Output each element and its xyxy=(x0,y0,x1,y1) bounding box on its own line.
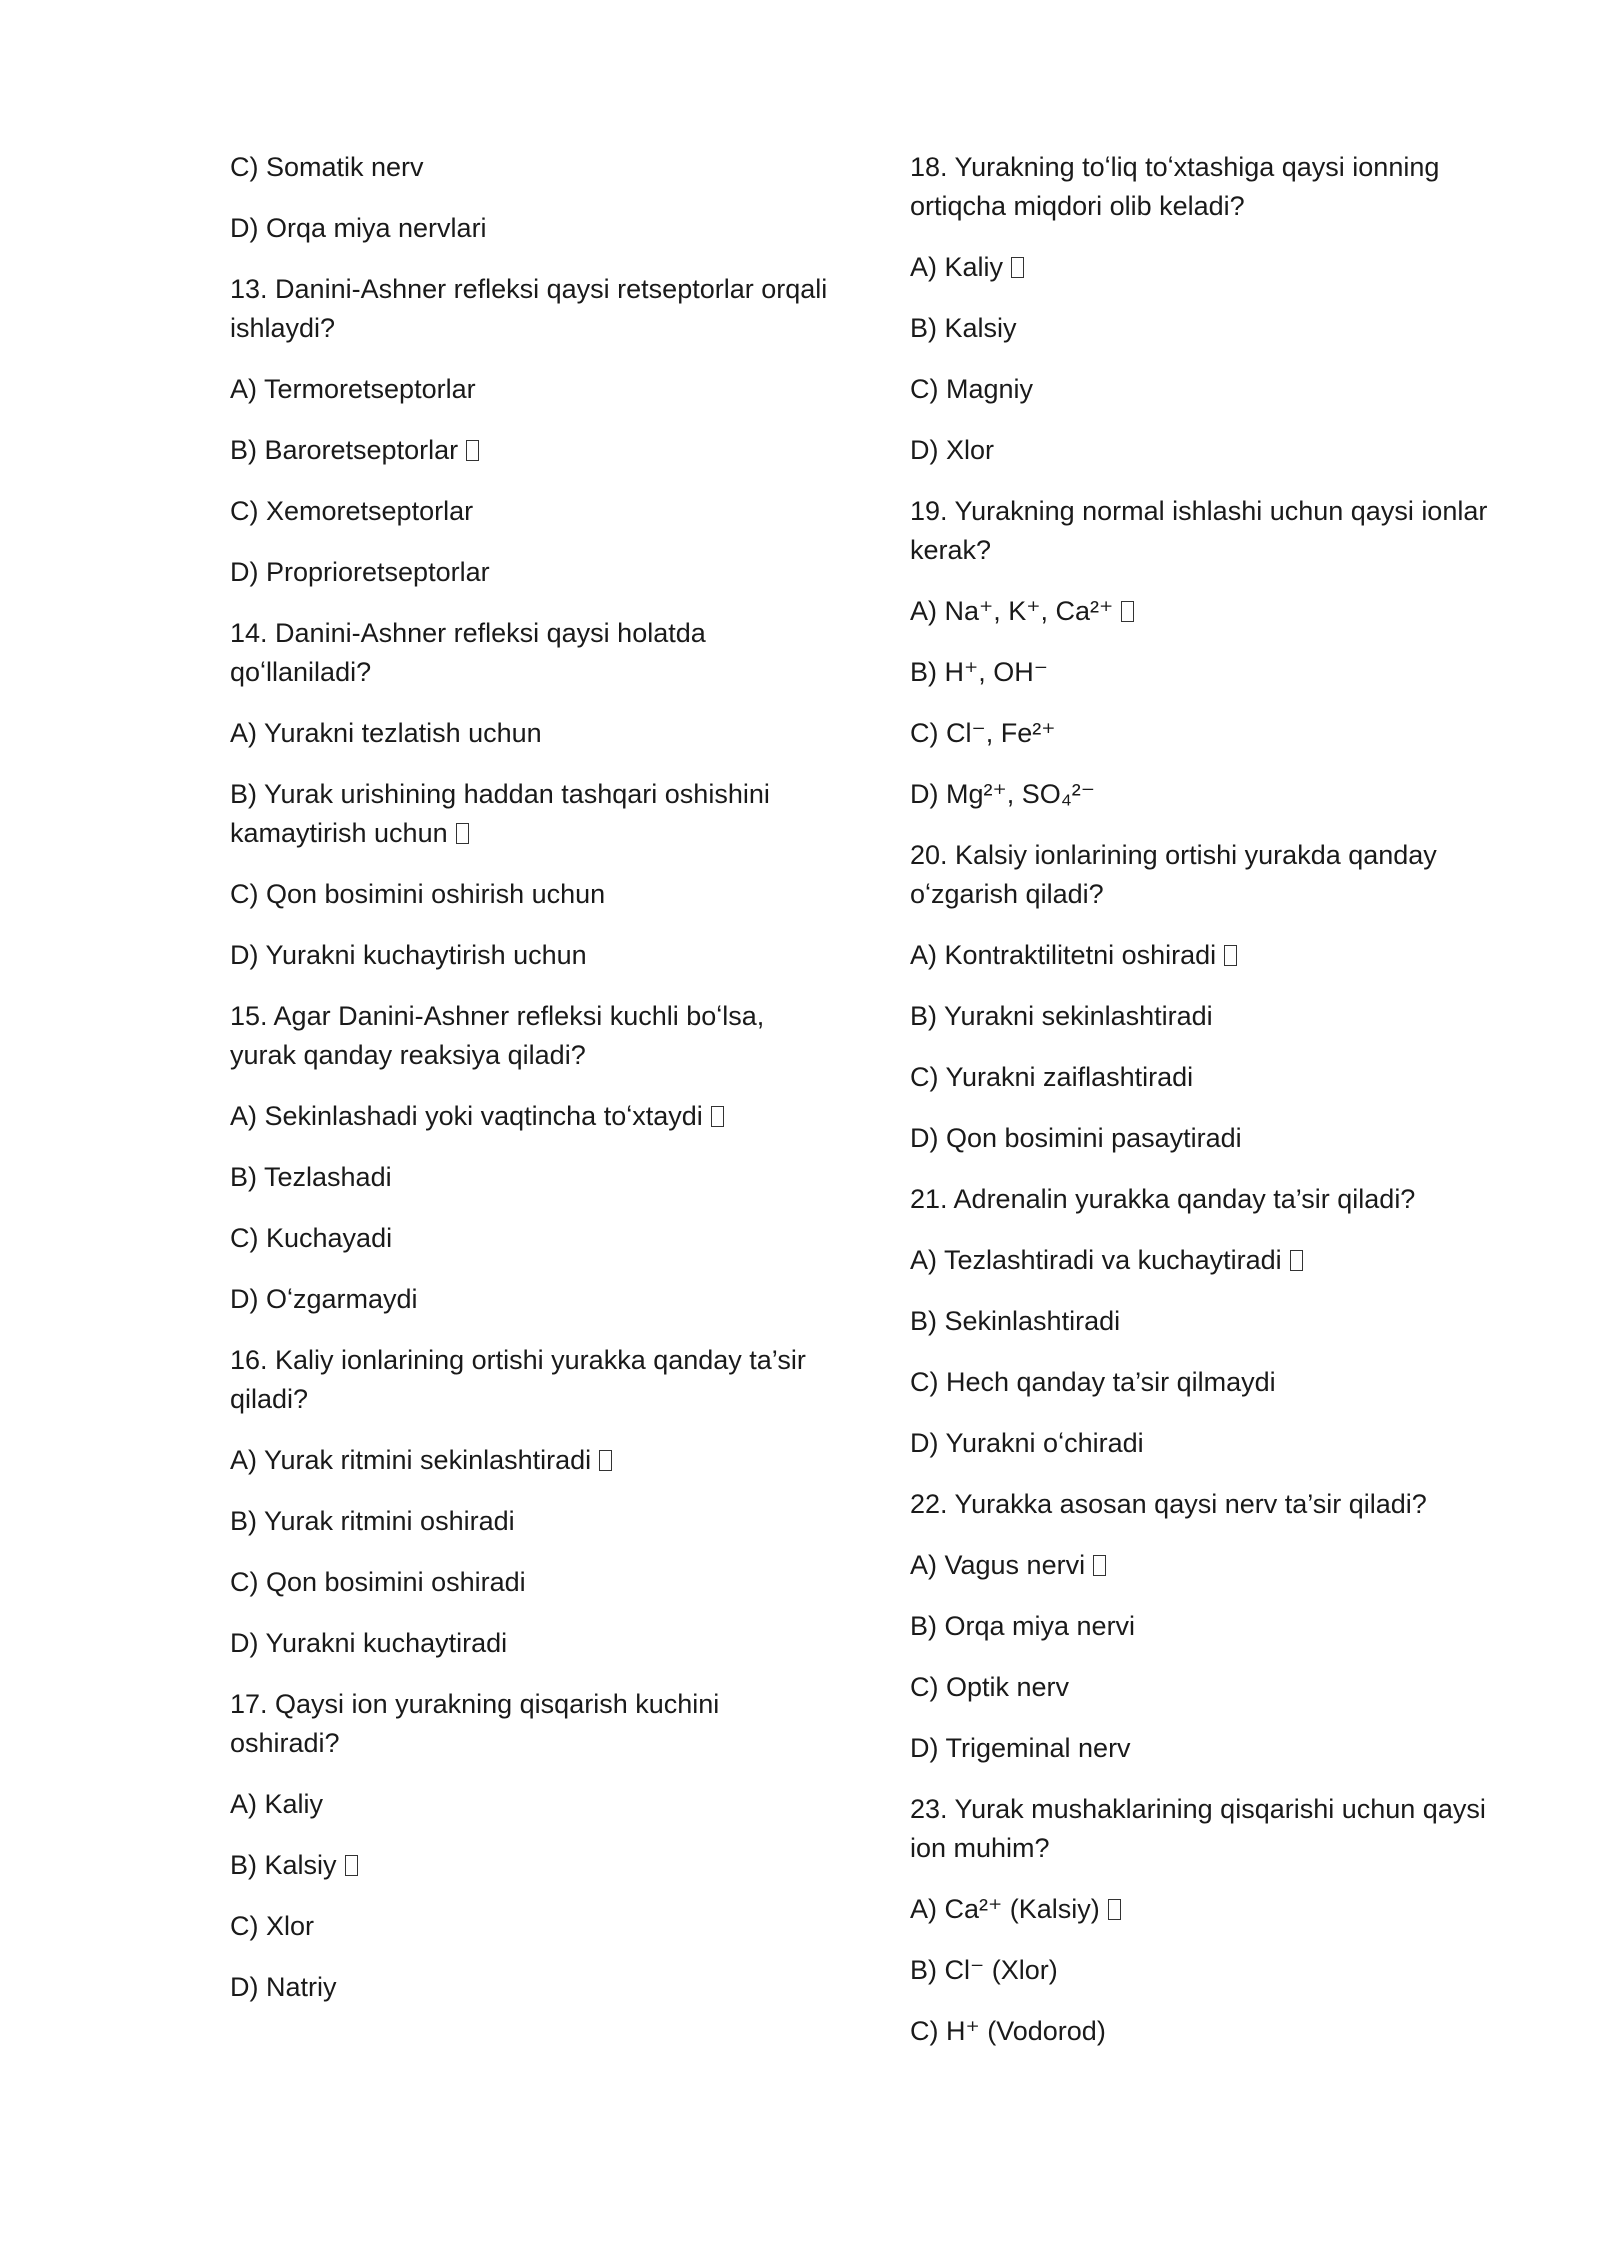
answer-option xyxy=(910,1546,1510,1585)
correct-answer-box-icon xyxy=(1224,945,1237,966)
option-label: D) Qon bosimini pasaytiradi xyxy=(910,1123,1242,1153)
answer-option xyxy=(230,1219,830,1258)
answer-option xyxy=(910,1668,1510,1707)
question-label: 22. Yurakka asosan qaysi nerv ta’sir qiladi? xyxy=(910,1489,1427,1519)
option-label: A) Termoretseptorlar xyxy=(230,374,476,404)
option-label: B) Yurak ritmini oshiradi xyxy=(230,1506,515,1536)
option-label: A) Kaliy xyxy=(910,252,1004,282)
answer-option xyxy=(230,1968,830,2007)
question-text xyxy=(910,1180,1510,1219)
answer-option xyxy=(230,1158,830,1197)
question-label: 20. Kalsiy ionlarining ortishi yurakda qanday oʻzgarish qiladi? xyxy=(910,840,1437,909)
question-label: 13. Danini-Ashner refleksi qaysi retseptorlar orqali ishlaydi? xyxy=(230,274,828,343)
correct-answer-box-icon xyxy=(1121,601,1134,622)
answer-option xyxy=(910,1241,1510,1280)
question-text xyxy=(230,614,830,692)
question-text xyxy=(910,1485,1510,1524)
option-label: C) Somatik nerv xyxy=(230,152,424,182)
question-label: 21. Adrenalin yurakka qanday ta’sir qiladi? xyxy=(910,1184,1416,1214)
answer-option xyxy=(910,431,1510,470)
answer-option xyxy=(230,875,830,914)
question-text xyxy=(230,270,830,348)
answer-option xyxy=(230,1502,830,1541)
question-label: 16. Kaliy ionlarining ortishi yurakka qanday ta’sir qiladi? xyxy=(230,1345,806,1414)
answer-option xyxy=(230,1280,830,1319)
question-text xyxy=(230,997,830,1075)
answer-option xyxy=(910,1119,1510,1158)
answer-option xyxy=(910,592,1510,631)
option-label: C) Magniy xyxy=(910,374,1034,404)
correct-answer-box-icon xyxy=(599,1450,612,1471)
answer-option xyxy=(910,936,1510,975)
question-label: 14. Danini-Ashner refleksi qaysi holatda qoʻllaniladi? xyxy=(230,618,706,687)
answer-option xyxy=(910,1363,1510,1402)
answer-option xyxy=(230,1624,830,1663)
answer-option xyxy=(910,1607,1510,1646)
option-label: C) Kuchayadi xyxy=(230,1223,393,1253)
option-label: B) Sekinlashtiradi xyxy=(910,1306,1121,1336)
answer-option xyxy=(910,1058,1510,1097)
answer-option xyxy=(230,775,830,853)
option-label: C) Cl⁻, Fe²⁺ xyxy=(910,718,1056,748)
option-label: C) Optik nerv xyxy=(910,1672,1070,1702)
option-label: D) Yurakni oʻchiradi xyxy=(910,1428,1144,1458)
question-text xyxy=(230,1685,830,1763)
option-label: B) Yurakni sekinlashtiradi xyxy=(910,1001,1213,1031)
answer-option xyxy=(230,1785,830,1824)
answer-option xyxy=(910,1424,1510,1463)
answer-option xyxy=(230,1907,830,1946)
option-label: C) Yurakni zaiflashtiradi xyxy=(910,1062,1194,1092)
correct-answer-box-icon xyxy=(1290,1250,1303,1271)
answer-option xyxy=(910,1302,1510,1341)
correct-answer-box-icon xyxy=(1011,257,1024,278)
option-label: C) Hech qanday ta’sir qilmaydi xyxy=(910,1367,1276,1397)
answer-option xyxy=(910,1951,1510,1990)
option-label: D) Mg²⁺, SO₄²⁻ xyxy=(910,779,1096,809)
answer-option xyxy=(230,1441,830,1480)
left-column xyxy=(230,148,830,2029)
option-label: B) Orqa miya nervi xyxy=(910,1611,1136,1641)
option-label: A) Yurak ritmini sekinlashtiradi xyxy=(230,1445,592,1475)
answer-option xyxy=(230,1846,830,1885)
answer-option xyxy=(910,653,1510,692)
option-label: D) Yurakni kuchaytiradi xyxy=(230,1628,508,1658)
option-label: D) Trigeminal nerv xyxy=(910,1733,1131,1763)
option-label: B) Kalsiy xyxy=(910,313,1017,343)
correct-answer-box-icon xyxy=(456,823,469,844)
question-text xyxy=(230,1341,830,1419)
option-label: D) Natriy xyxy=(230,1972,337,2002)
answer-option xyxy=(910,1729,1510,1768)
option-label: A) Ca²⁺ (Kalsiy) xyxy=(910,1894,1100,1924)
answer-option xyxy=(910,997,1510,1036)
option-label: B) Tezlashadi xyxy=(230,1162,392,1192)
option-label: B) Baroretseptorlar xyxy=(230,435,459,465)
option-label: D) Orqa miya nervlari xyxy=(230,213,487,243)
answer-option xyxy=(910,248,1510,287)
answer-option xyxy=(910,309,1510,348)
answer-option xyxy=(910,714,1510,753)
answer-option xyxy=(230,936,830,975)
option-label: A) Yurakni tezlatish uchun xyxy=(230,718,542,748)
option-label: C) H⁺ (Vodorod) xyxy=(910,2016,1106,2046)
question-label: 23. Yurak mushaklarining qisqarishi uchun qaysi ion muhim? xyxy=(910,1794,1486,1863)
option-label: C) Xlor xyxy=(230,1911,315,1941)
option-label: B) Kalsiy xyxy=(230,1850,337,1880)
question-label: 19. Yurakning normal ishlashi uchun qaysi ionlar kerak? xyxy=(910,496,1488,565)
answer-option xyxy=(230,1097,830,1136)
option-label: A) Na⁺, K⁺, Ca²⁺ xyxy=(910,596,1114,626)
option-label: D) Oʻzgarmaydi xyxy=(230,1284,418,1314)
option-label: C) Qon bosimini oshirish uchun xyxy=(230,879,606,909)
correct-answer-box-icon xyxy=(466,440,479,461)
option-label: A) Kontraktilitetni oshiradi xyxy=(910,940,1217,970)
answer-option xyxy=(230,492,830,531)
answer-option xyxy=(230,148,830,187)
question-label: 17. Qaysi ion yurakning qisqarish kuchini oshiradi? xyxy=(230,1689,720,1758)
option-label: A) Kaliy xyxy=(230,1789,324,1819)
option-label: A) Tezlashtiradi va kuchaytiradi xyxy=(910,1245,1282,1275)
question-text xyxy=(910,836,1510,914)
question-text xyxy=(910,148,1510,226)
answer-option xyxy=(910,370,1510,409)
correct-answer-box-icon xyxy=(1108,1899,1121,1920)
option-label: A) Vagus nervi xyxy=(910,1550,1086,1580)
answer-option xyxy=(910,775,1510,814)
option-label: C) Xemoretseptorlar xyxy=(230,496,474,526)
question-text xyxy=(910,1790,1510,1868)
answer-option xyxy=(230,209,830,248)
option-label: B) Cl⁻ (Xlor) xyxy=(910,1955,1058,1985)
right-column xyxy=(910,148,1510,2073)
answer-option xyxy=(910,2012,1510,2051)
option-label: C) Qon bosimini oshiradi xyxy=(230,1567,526,1597)
correct-answer-box-icon xyxy=(711,1106,724,1127)
option-label: D) Xlor xyxy=(910,435,995,465)
answer-option xyxy=(230,553,830,592)
answer-option xyxy=(910,1890,1510,1929)
question-text xyxy=(910,492,1510,570)
question-label: 18. Yurakning toʻliq toʻxtashiga qaysi ionning ortiqcha miqdori olib keladi? xyxy=(910,152,1440,221)
option-label: A) Sekinlashadi yoki vaqtincha toʻxtaydi xyxy=(230,1101,703,1131)
correct-answer-box-icon xyxy=(345,1855,358,1876)
question-label: 15. Agar Danini-Ashner refleksi kuchli boʻlsa, yurak qanday reaksiya qiladi? xyxy=(230,1001,765,1070)
answer-option xyxy=(230,714,830,753)
answer-option xyxy=(230,370,830,409)
answer-option xyxy=(230,431,830,470)
option-label: D) Yurakni kuchaytirish uchun xyxy=(230,940,587,970)
option-label: B) H⁺, OH⁻ xyxy=(910,657,1049,687)
option-label: B) Yurak urishining haddan tashqari oshishini kamaytirish uchun xyxy=(230,779,770,848)
option-label: D) Proprioretseptorlar xyxy=(230,557,490,587)
correct-answer-box-icon xyxy=(1093,1555,1106,1576)
answer-option xyxy=(230,1563,830,1602)
